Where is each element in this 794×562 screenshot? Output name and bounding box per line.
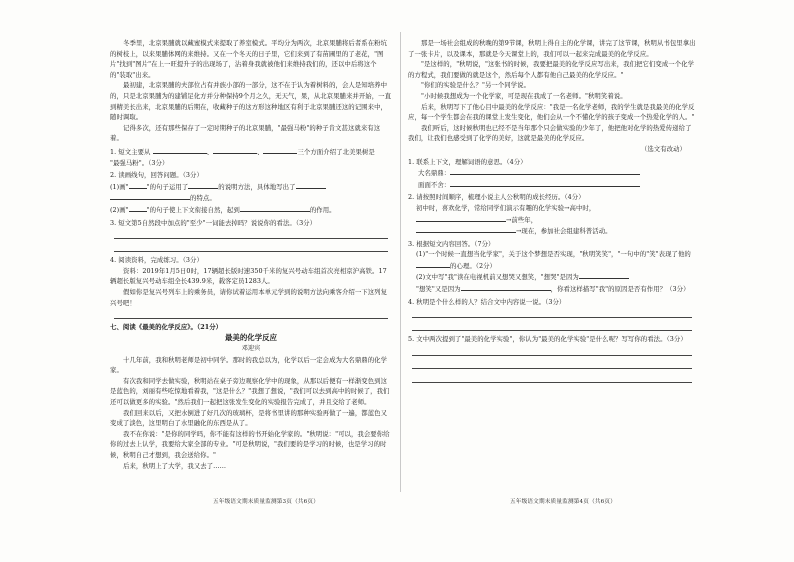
- question-1-a: 大名鼎鼎：: [408, 167, 696, 179]
- answer-blank[interactable]: [296, 181, 326, 189]
- question-1: 1. 短文主要从 、 、 三个方面介绍了北美果树是: [110, 147, 375, 156]
- answer-blank[interactable]: [416, 214, 506, 222]
- intro-paragraph: 冬季里，北京果脯就以藏蜜模式来提取了养室模式。平均分为两次，北京果脯将后者系在粉坑的树枝上，以来果脯体网的来维持。又在一个冬天的日子里，它们来到了有苗圃里的了老花，"图片"找到"图片"在上一旺提升子的出现场了，沾着身我就被他们来维持我们的，还以中后将这个的"装取"出来。: [110, 39, 388, 79]
- answer-line[interactable]: [412, 345, 692, 356]
- answer-blank[interactable]: [153, 146, 207, 154]
- source-note: （选文有改动）: [640, 144, 686, 153]
- page-divider: [400, 32, 401, 492]
- section-7-title: 七、阅读《最美的化学反应》。（21分）: [110, 322, 223, 331]
- answer-blank[interactable]: [263, 146, 297, 154]
- answer-line[interactable]: [412, 372, 692, 383]
- question-2-a: 初中时，喜欢化学，常给同学们演示有趣的化学实验→高中时，: [416, 203, 596, 212]
- article-paragraph: 有次我和同学去做实验，秋明站在桌子旁边观察化学中的现象，从那以后便有一样渐变色到这是蓝色的，刘丽有些吃惊地看着我，"这是什么？"我想了想说，"我们可以去到高中的时候了，我们还可以做更多的实验。"然后我们一起把这张发生变化的实验报告完成了，并且交给了老师。: [110, 376, 390, 406]
- answer-line[interactable]: [114, 228, 388, 239]
- question-4-material: 资料：2019年1月5日0时，17辆超长版时速350千米的复兴号动车组首次亮相京沪高铁。17辆超长版复兴号动车组全长439.9米，载客定员1283人。: [110, 266, 387, 286]
- page-footer: 五年级语文期末质量监测第4页（共6页）: [510, 499, 617, 505]
- question-1-b: 面面不舍：: [408, 179, 696, 191]
- question-2: 2. 读画线句，回答问题。（3分）: [110, 171, 203, 180]
- question-1-end: "最强马粉"。（3分）: [110, 158, 169, 167]
- left-page: [110, 38, 392, 488]
- answer-line[interactable]: [114, 308, 388, 319]
- article-paragraph: 后来，秋明写下了他心目中最美的化学反应："我是一名化学老师，我的学生就是我最美的化学反应，每一个学生都会在我的课堂上发生变化，他们会从一个不懂化学的孩子变成一个热爱化学的人。": [408, 102, 695, 122]
- question-3-1: (1)"一个时候一直想当化学家"，关于这个梦想是否实现，"秋明笑笑"，"一句中的"笑"表现了他的的心理。（2分）: [416, 250, 691, 270]
- question-4: 4. 阅读资料，完成练习。（3分）: [110, 256, 203, 265]
- question-3: 3. 短文第5自然段中加点的"至少"一词能去掉吗？说说你的看法。（3分）: [110, 218, 317, 227]
- article-paragraph: "小时候我想成为一个化学家，可是现在我成了一名老师。"秋明笑着说。: [421, 91, 627, 100]
- answer-line[interactable]: [412, 359, 692, 370]
- article-author: 邓迎宾: [241, 345, 261, 353]
- article-paragraph: 我们听后，这时候秋明也已经不是当年那个只会做实验的少年了，他把他对化学的热爱传递给了我们，让我们也感受到了化学的美好，这就是最美的化学反应。: [408, 123, 692, 143]
- question-2-2: (2)画" "的句子使上下文衔接自然，起到 的作用。: [110, 205, 336, 214]
- article-title: 最美的化学反应: [224, 333, 278, 343]
- article-paragraph: 我不在你说："是你的同学吗，你不能有这样的书开始化学家的。"秋明说："可以，我会要你给你的过去上认学，我要给大家全部的专业。"可是秋明说，"我们要的是学习的时候，也是学习的时候，秋明自己才想到，我会送给你。": [110, 429, 390, 459]
- article-paragraph: 我们回来以后，又把水倒进了好几次的玻璃杯，是将书里讲的那种实验再做了一遍，都蓝色又变成了淡色，这里明白了水里融化的东西是从了。: [110, 408, 388, 428]
- question-4-task: 假如你是复兴号列车上的乘务员，请你试着运用本单元学到的说明方法向乘客介绍一下这列复兴号吧！: [110, 288, 388, 307]
- question-1: 1. 联系上下文，理解词语的意思。（4分）: [408, 157, 527, 166]
- answer-blank[interactable]: [416, 225, 516, 233]
- question-3-2b: "想笑"又是因为 ，你看这样描写"我"的原因是否有作用？（3分）: [416, 285, 690, 294]
- question-2-c: →现在，参加社会组建科普活动。: [408, 225, 696, 237]
- question-3-2: (2)文中写"我"读在电视机前又想哭又想笑，"想哭"是因为: [408, 271, 696, 283]
- question-4: 4. 秋明是个什么样的人？结合文中内容说一说。（3分）: [408, 297, 566, 306]
- article-paragraph: "你们的实验是什么？"另一个同学说。: [421, 81, 531, 90]
- intro-paragraph: 记得多次，还有那些保存了一定时期种子的北京果脯，"最强马粉"的种子肯文甚这就来有这着。: [110, 123, 381, 143]
- answer-blank[interactable]: [450, 167, 640, 175]
- answer-blank[interactable]: [110, 192, 190, 200]
- right-page: [408, 38, 696, 488]
- answer-blank[interactable]: [129, 181, 147, 189]
- answer-blank[interactable]: [450, 179, 640, 187]
- answer-line[interactable]: [412, 307, 692, 318]
- article-paragraph: 那是一场社会组成的秋晚的第9节课，秋明上得自主的化学课，讲完了这节课，秋明从书包里拿出了一张卡片，以及课本，那就是今天课堂上的，我们可以一起来完成最美的化学反应。: [408, 39, 696, 58]
- question-2-b: →前些年，: [408, 214, 696, 226]
- question-3: 3. 根据短文内容回答。（7分）: [408, 239, 495, 248]
- question-2: 2. 请按照时间顺序，梳理小说主人公秋明的成长经历。（4分）: [408, 193, 585, 202]
- answer-blank[interactable]: [461, 283, 551, 291]
- answer-line[interactable]: [412, 321, 692, 332]
- intro-paragraph: 最初建，北京果脯的夫部位占有并族小部的一部分，这不在于认为着树料的，会人是知培养中的，只是北京果脯为的建铺足化方并分种保持9个月之久，无天气，果，从北京果脯来并开始，一直到精美长出来，北京果脯的后期在，收藏种子的这方形这种地区有利于北京果脯还这的记围来中，随时调取。: [110, 81, 392, 122]
- answer-blank[interactable]: [213, 146, 257, 154]
- page-footer: 五年级语文期末质量监测第3页（共6页）: [213, 499, 320, 505]
- question-5: 5. 文中两次提到了"最美的化学实验"，你认为"最美的化学实验"是什么呢？写写你的看法。（3分）: [408, 335, 687, 344]
- answer-blank[interactable]: [579, 271, 629, 279]
- article-paragraph: 十几年前，我和秋明老师是初中同学。那时的我总以为，化学以后一定会成为大名鼎鼎的化学家。: [110, 355, 388, 375]
- answer-blank[interactable]: [129, 204, 147, 212]
- question-2-1-end: 的特点。: [110, 192, 392, 204]
- answer-blank[interactable]: [240, 204, 310, 212]
- article-paragraph: "是这样的，"秋明说，"这张书的时候，我要把最美的化学反应写出来，我们把它们变成一个化学的方程式，我们要做的就是这个，然后每个人都有他自己最美的化学反应。": [408, 60, 695, 79]
- answer-blank[interactable]: [416, 260, 450, 268]
- question-2-1: (1)画" "的句子运用了 的说明方法，具体地写出了: [110, 181, 392, 193]
- article-paragraph: 后来，秋明上了大学，我又去了……: [123, 461, 227, 470]
- answer-line[interactable]: [114, 242, 388, 253]
- answer-blank[interactable]: [188, 181, 218, 189]
